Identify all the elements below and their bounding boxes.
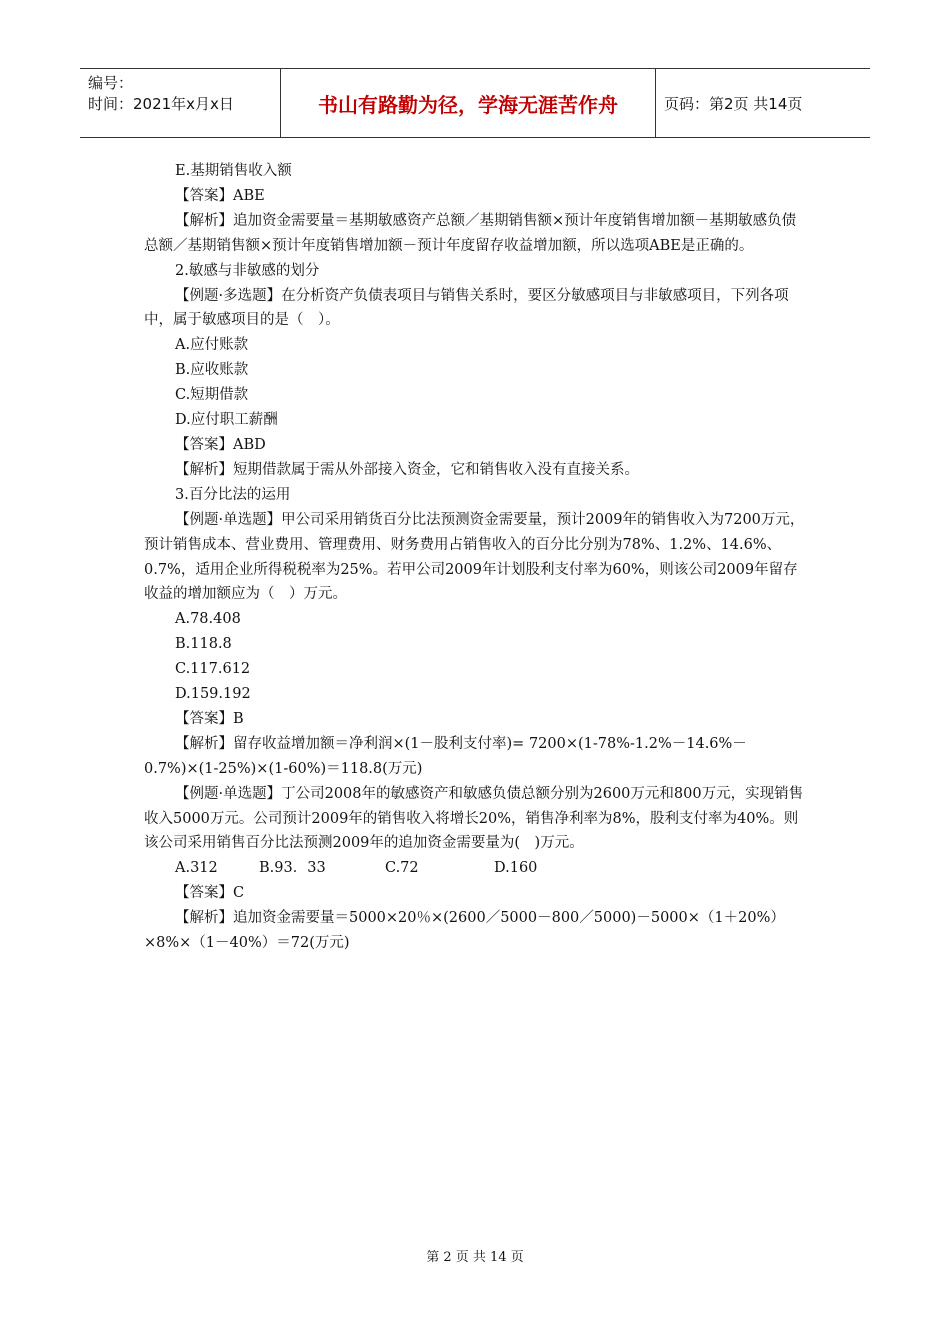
question: 【例题·多选题】在分析资产负债表项目与销售关系时，要区分敏感项目与非敏感项目，下列各项中，属于敏感项目的是（ ）。 [144, 287, 789, 329]
header-page-info: 页码：第2页 共14页 [664, 94, 803, 113]
explanation: 【解析】追加资金需要量＝基期敏感资产总额／基期销售额×预计年度销售增加额－基期敏感负债总额／基期销售额×预计年度销售增加额－预计年度留存收益增加额，所以选项ABE是正确的。 [144, 212, 797, 254]
header-meta [80, 69, 281, 137]
section-heading: 2.敏感与非敏感的划分 [175, 262, 320, 279]
page-header [80, 68, 870, 138]
header-motto: 书山有路勤为径，学海无涯苦作舟 [281, 69, 656, 137]
answer: 【答案】B [175, 710, 244, 727]
question: 【例题·单选题】甲公司采用销货百分比法预测资金需要量，预计2009年的销售收入为7200万元，预计销售成本、营业费用、管理费用、财务费用占销售收入的百分比分别为78%、1.2%、14.6%、0.7%，适用企业所得税税率为25%。若甲公司2009年计划股利支付率为60%，则该公司2009年留存收益的增加额应为（ ）万元。 [144, 511, 805, 603]
option-d: D.应付职工薪酬 [175, 412, 278, 429]
explanation: 【解析】留存收益增加额＝净利润×(1－股利支付率)= 7200×(1-78%-1.2%－14.6%－0.7%)×(1-25%)×(1-60%)＝118.8(万元) [144, 735, 747, 777]
option-b: B.93．33 [259, 860, 326, 877]
option-b: B.118.8 [175, 636, 232, 653]
option-a: A.应付账款 [175, 337, 249, 354]
explanation: 【解析】追加资金需要量＝5000×20％×(2600／5000－800／5000)－5000×（1＋20%）×8%×（1－40%）＝72(万元) [144, 910, 785, 952]
option-e: E.基期销售收入额 [175, 163, 292, 179]
section-heading: 3.百分比法的运用 [175, 486, 291, 503]
answer: 【答案】ABE [175, 187, 265, 204]
option-c: C.72 [385, 860, 419, 877]
option-c: C.短期借款 [175, 387, 249, 404]
option-a: A.78.408 [175, 611, 241, 628]
answer: 【答案】ABD [175, 436, 266, 453]
explanation: 【解析】短期借款属于需从外部接入资金，它和销售收入没有直接关系。 [175, 461, 639, 478]
document-body [144, 159, 810, 956]
option-b: B.应收账款 [175, 362, 249, 379]
option-c: C.117.612 [175, 661, 251, 678]
option-d: D.159.192 [175, 686, 251, 703]
page-footer: 第 2 页 共 14 页 [426, 1250, 524, 1265]
document-date: 时间：2021年x月x日 [88, 95, 234, 113]
document-number-label: 编号： [88, 74, 134, 92]
answer: 【答案】C [175, 885, 245, 902]
question: 【例题·单选题】丁公司2008年的敏感资产和敏感负债总额分别为2600万元和800万元，实现销售收入5000万元。公司预计2009年的销售收入将增长20%，销售净利率为8%，股利支付率为40%。则该公司采用销售百分比法预测2009年的追加资金需要量为( )万元。 [144, 785, 804, 852]
option-a: A.312 [175, 860, 218, 877]
option-d: D.160 [494, 860, 538, 877]
options-row [144, 856, 810, 881]
